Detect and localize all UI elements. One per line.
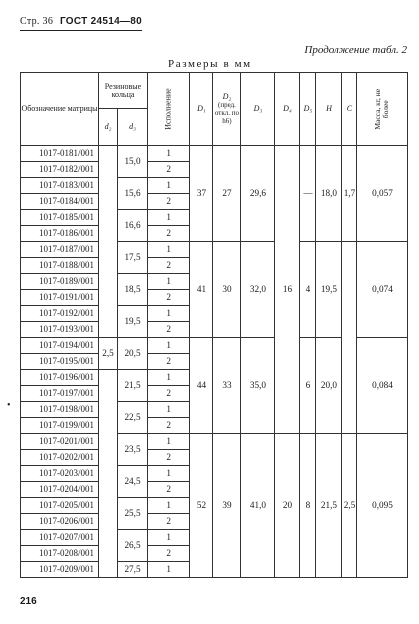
D1-cell: 37 bbox=[190, 146, 213, 242]
table-row-code: 1017-0189/001 bbox=[21, 274, 99, 290]
col-D5: D₅ bbox=[300, 73, 316, 146]
exec-cell: 1 bbox=[148, 146, 190, 162]
exec-cell: 1 bbox=[148, 530, 190, 546]
exec-cell: 2 bbox=[148, 386, 190, 402]
d3-cell: 20,5 bbox=[118, 338, 148, 370]
page-label: Стр. 36 bbox=[20, 16, 54, 27]
d3-cell: 17,5 bbox=[118, 242, 148, 274]
exec-cell: 2 bbox=[148, 162, 190, 178]
d3-cell: 23,5 bbox=[118, 434, 148, 466]
col-C: C bbox=[342, 73, 357, 146]
mass-cell: 0,057 bbox=[357, 146, 408, 242]
D5-cell: — bbox=[300, 146, 316, 242]
table-row-code: 1017-0209/001 bbox=[21, 562, 99, 578]
D4-cell: 20 bbox=[275, 434, 300, 578]
mass-cell: 0,074 bbox=[357, 242, 408, 338]
table-row-code: 1017-0207/001 bbox=[21, 530, 99, 546]
margin-mark: • bbox=[7, 400, 11, 411]
D3-cell: 32,0 bbox=[241, 242, 275, 338]
table-row-code: 1017-0202/001 bbox=[21, 450, 99, 466]
table-row-code: 1017-0183/001 bbox=[21, 178, 99, 194]
table-row-code: 1017-0198/001 bbox=[21, 402, 99, 418]
d3-cell: 25,5 bbox=[118, 498, 148, 530]
exec-cell: 2 bbox=[148, 514, 190, 530]
table-row-code: 1017-0193/001 bbox=[21, 322, 99, 338]
table-row-code: 1017-0182/001 bbox=[21, 162, 99, 178]
table-row-code: 1017-0195/001 bbox=[21, 354, 99, 370]
exec-cell: 1 bbox=[148, 562, 190, 578]
exec-cell: 2 bbox=[148, 258, 190, 274]
table-row-code: 1017-0208/001 bbox=[21, 546, 99, 562]
table-row-code: 1017-0185/001 bbox=[21, 210, 99, 226]
table-row-code: 1017-0197/001 bbox=[21, 386, 99, 402]
table-row-code: 1017-0204/001 bbox=[21, 482, 99, 498]
D5-cell: 8 bbox=[300, 434, 316, 578]
d3-cell: 27,5 bbox=[118, 562, 148, 578]
page-number: 216 bbox=[20, 596, 37, 607]
exec-cell: 2 bbox=[148, 290, 190, 306]
table-row-code: 1017-0181/001 bbox=[21, 146, 99, 162]
table-row-code: 1017-0201/001 bbox=[21, 434, 99, 450]
H-cell: 18,0 bbox=[316, 146, 342, 242]
page-header bbox=[20, 16, 142, 27]
dimensions-table bbox=[20, 72, 408, 578]
d3-cell: 24,5 bbox=[118, 466, 148, 498]
D2-cell: 33 bbox=[213, 338, 241, 434]
exec-cell: 1 bbox=[148, 306, 190, 322]
exec-cell: 2 bbox=[148, 546, 190, 562]
d2-cell bbox=[99, 370, 118, 578]
table-row-code: 1017-0188/001 bbox=[21, 258, 99, 274]
table-continuation: Продолжение табл. 2 bbox=[304, 44, 407, 56]
exec-cell: 1 bbox=[148, 242, 190, 258]
D3-cell: 41,0 bbox=[241, 434, 275, 578]
col-mass: Масса, кг, не более bbox=[357, 73, 408, 146]
exec-cell: 2 bbox=[148, 354, 190, 370]
exec-cell: 1 bbox=[148, 370, 190, 386]
d3-cell: 18,5 bbox=[118, 274, 148, 306]
table-row-code: 1017-0191/001 bbox=[21, 290, 99, 306]
d3-cell: 15,6 bbox=[118, 178, 148, 210]
col-D2: D₂ (пред. откл. по h6) bbox=[213, 73, 241, 146]
mass-cell: 0,095 bbox=[357, 434, 408, 578]
d3-cell: 15,0 bbox=[118, 146, 148, 178]
table-row-code: 1017-0205/001 bbox=[21, 498, 99, 514]
table-row-code: 1017-0203/001 bbox=[21, 466, 99, 482]
exec-cell: 1 bbox=[148, 178, 190, 194]
d2-cell bbox=[99, 146, 118, 338]
exec-cell: 1 bbox=[148, 498, 190, 514]
exec-cell: 1 bbox=[148, 466, 190, 482]
table-row-code: 1017-0187/001 bbox=[21, 242, 99, 258]
H-cell: 21,5 bbox=[316, 434, 342, 578]
table-row-code: 1017-0184/001 bbox=[21, 194, 99, 210]
standard-number: ГОСТ 24514—80 bbox=[59, 16, 142, 27]
mass-cell: 0,084 bbox=[357, 338, 408, 434]
exec-cell: 2 bbox=[148, 322, 190, 338]
d3-cell: 16,6 bbox=[118, 210, 148, 242]
D3-cell: 29,6 bbox=[241, 146, 275, 242]
d3-cell: 19,5 bbox=[118, 306, 148, 338]
table-row-code: 1017-0192/001 bbox=[21, 306, 99, 322]
d2-value-cell: 2,5 bbox=[99, 338, 118, 370]
C-cell: 2,5 bbox=[342, 434, 357, 578]
col-H: H bbox=[316, 73, 342, 146]
D5-cell: 6 bbox=[300, 338, 316, 434]
D1-cell: 44 bbox=[190, 338, 213, 434]
col-D4: D₄ bbox=[275, 73, 300, 146]
D1-cell: 41 bbox=[190, 242, 213, 338]
header-rule bbox=[20, 30, 142, 31]
d3-cell: 21,5 bbox=[118, 370, 148, 402]
col-D3: D₃ bbox=[241, 73, 275, 146]
exec-cell: 1 bbox=[148, 274, 190, 290]
D4-cell: 16 bbox=[275, 146, 300, 434]
exec-cell: 2 bbox=[148, 418, 190, 434]
table-row-code: 1017-0206/001 bbox=[21, 514, 99, 530]
table-row-code: 1017-0186/001 bbox=[21, 226, 99, 242]
table-row-code: 1017-0199/001 bbox=[21, 418, 99, 434]
exec-cell: 1 bbox=[148, 402, 190, 418]
H-cell: 20,0 bbox=[316, 338, 342, 434]
exec-cell: 2 bbox=[148, 226, 190, 242]
D2-cell: 27 bbox=[213, 146, 241, 242]
col-D1: D₁ bbox=[190, 73, 213, 146]
exec-cell: 2 bbox=[148, 482, 190, 498]
exec-cell: 1 bbox=[148, 338, 190, 354]
D5-cell: 4 bbox=[300, 242, 316, 338]
d3-cell: 26,5 bbox=[118, 530, 148, 562]
D1-cell: 52 bbox=[190, 434, 213, 578]
D2-cell: 30 bbox=[213, 242, 241, 338]
table-row-code: 1017-0196/001 bbox=[21, 370, 99, 386]
col-execution: Исполнение bbox=[148, 73, 190, 146]
C-cell: 1,7 bbox=[342, 146, 357, 242]
exec-cell: 2 bbox=[148, 194, 190, 210]
exec-cell: 1 bbox=[148, 434, 190, 450]
table-row-code: 1017-0194/001 bbox=[21, 338, 99, 354]
col-rubber-rings: Резиновые кольца bbox=[99, 73, 148, 109]
D2-cell: 39 bbox=[213, 434, 241, 578]
col-d3: d₃ bbox=[118, 109, 148, 146]
D3-cell: 35,0 bbox=[241, 338, 275, 434]
d3-cell: 22,5 bbox=[118, 402, 148, 434]
col-designation: Обозначение матрицы bbox=[21, 73, 99, 146]
H-cell: 19,5 bbox=[316, 242, 342, 338]
col-d2: d₂ bbox=[99, 109, 118, 146]
sizes-caption: Размеры в мм bbox=[168, 58, 252, 70]
exec-cell: 1 bbox=[148, 210, 190, 226]
C-cell-empty bbox=[342, 242, 357, 434]
exec-cell: 2 bbox=[148, 450, 190, 466]
